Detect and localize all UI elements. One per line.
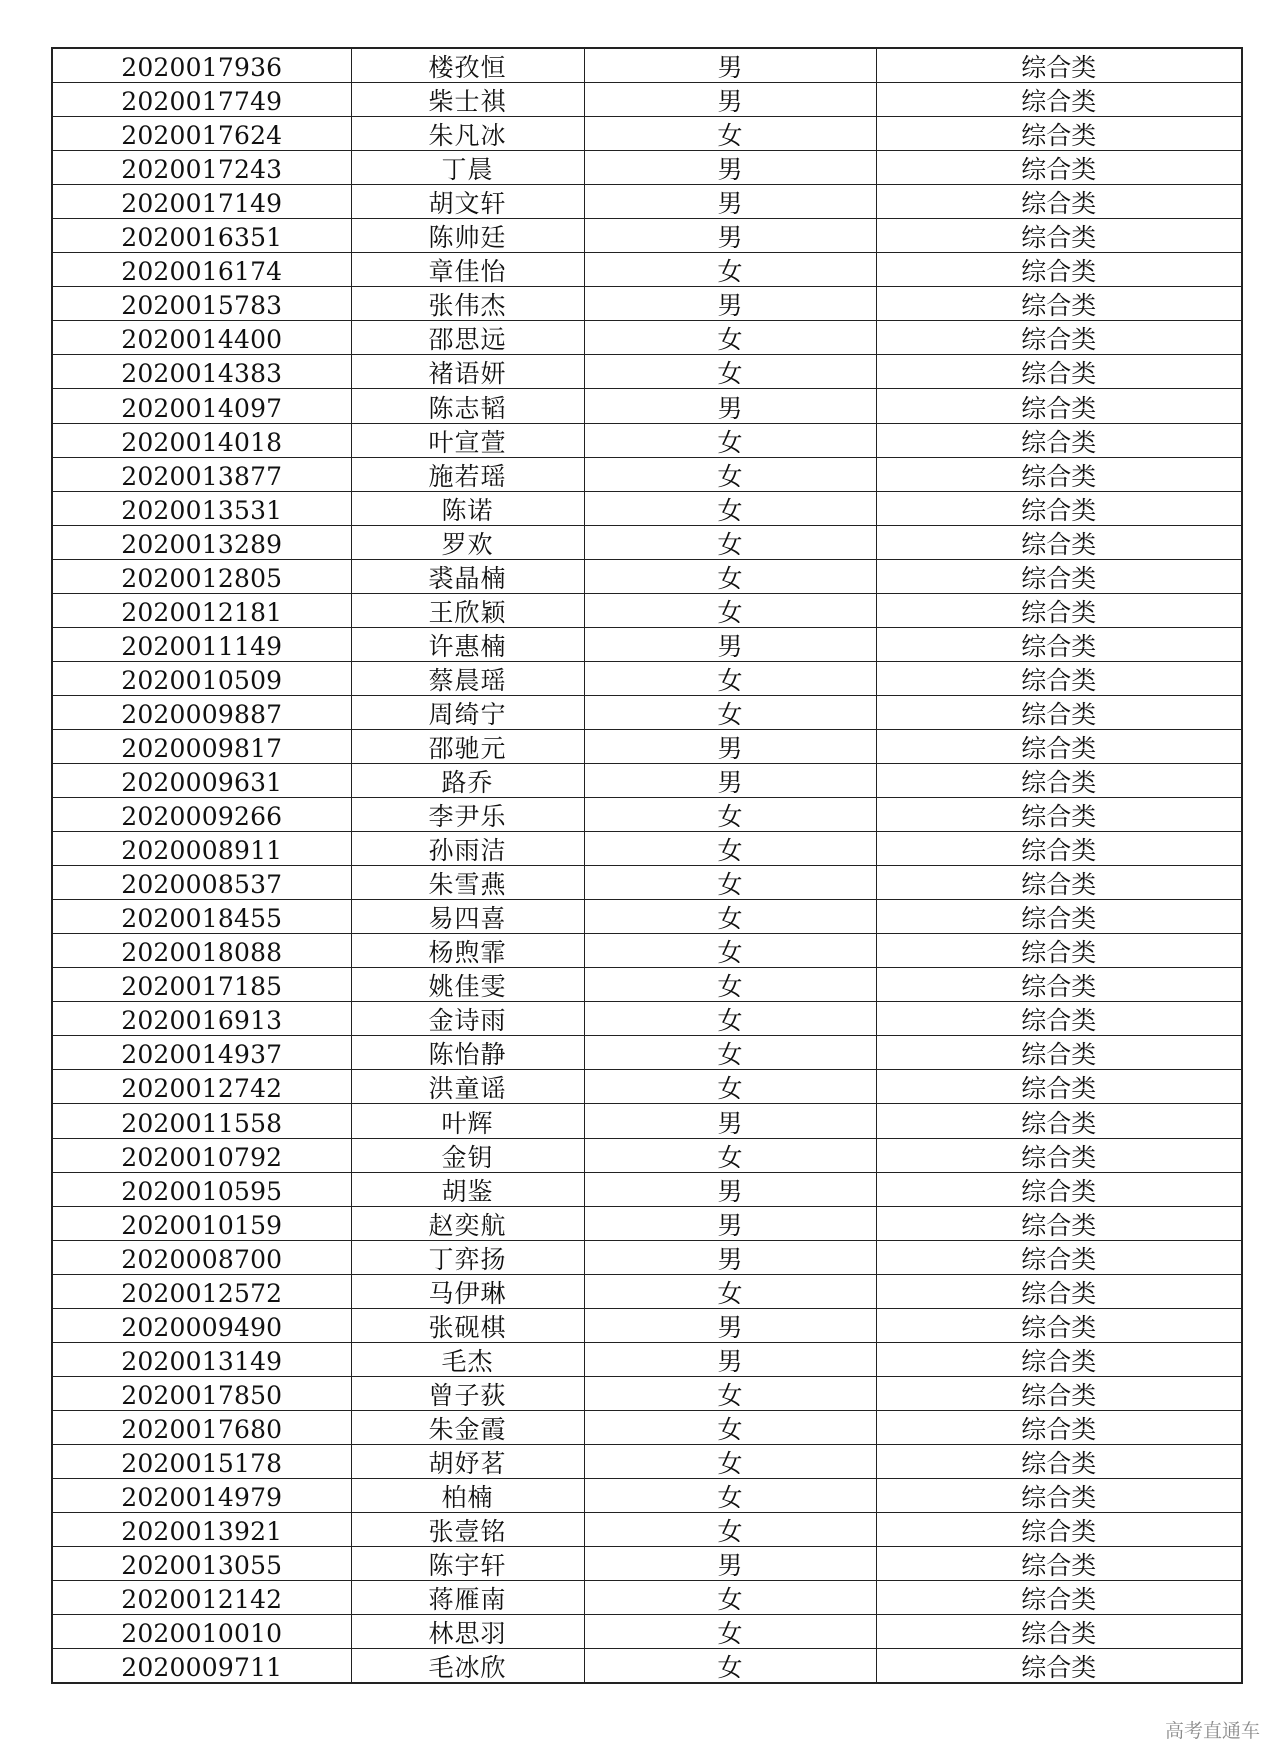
table-row	[52, 1547, 1242, 1581]
category-cell: 综合类	[876, 900, 1242, 934]
student-name-cell: 马伊琳	[351, 1274, 584, 1308]
student-name-cell: 裘晶楠	[351, 559, 584, 593]
table-row	[52, 1240, 1242, 1274]
table-row	[52, 1036, 1242, 1070]
student-name-cell: 洪童谣	[351, 1070, 584, 1104]
category-cell: 综合类	[876, 48, 1242, 83]
student-name-cell: 褚语妍	[351, 355, 584, 389]
table-row	[52, 525, 1242, 559]
category-cell: 综合类	[876, 457, 1242, 491]
student-id-cell: 2020008537	[52, 866, 351, 900]
student-id-cell: 2020013055	[52, 1547, 351, 1581]
gender-cell: 男	[584, 48, 876, 83]
student-name-cell: 张壹铭	[351, 1513, 584, 1547]
student-name-cell: 朱金霞	[351, 1410, 584, 1444]
category-cell: 综合类	[876, 1547, 1242, 1581]
category-cell: 综合类	[876, 1581, 1242, 1615]
table-row	[52, 253, 1242, 287]
student-id-cell: 2020013877	[52, 457, 351, 491]
student-id-cell: 2020013149	[52, 1342, 351, 1376]
student-id-cell: 2020010159	[52, 1206, 351, 1240]
student-id-cell: 2020013531	[52, 491, 351, 525]
gender-cell: 女	[584, 1138, 876, 1172]
table-row	[52, 1138, 1242, 1172]
gender-cell: 男	[584, 219, 876, 253]
gender-cell: 男	[584, 1342, 876, 1376]
student-id-cell: 2020017936	[52, 48, 351, 83]
student-id-cell: 2020009817	[52, 729, 351, 763]
category-cell: 综合类	[876, 1240, 1242, 1274]
category-cell: 综合类	[876, 321, 1242, 355]
table-row	[52, 1274, 1242, 1308]
category-cell: 综合类	[876, 219, 1242, 253]
category-cell: 综合类	[876, 1104, 1242, 1138]
table-row	[52, 900, 1242, 934]
gender-cell: 女	[584, 661, 876, 695]
category-cell: 综合类	[876, 1410, 1242, 1444]
gender-cell: 女	[584, 1376, 876, 1410]
gender-cell: 女	[584, 695, 876, 729]
table-row	[52, 321, 1242, 355]
student-name-cell: 陈怡静	[351, 1036, 584, 1070]
category-cell: 综合类	[876, 423, 1242, 457]
gender-cell: 男	[584, 151, 876, 185]
gender-cell: 女	[584, 798, 876, 832]
table-row	[52, 1104, 1242, 1138]
gender-cell: 女	[584, 457, 876, 491]
category-cell: 综合类	[876, 1615, 1242, 1649]
table-row	[52, 1308, 1242, 1342]
category-cell: 综合类	[876, 627, 1242, 661]
category-cell: 综合类	[876, 1138, 1242, 1172]
student-id-cell: 2020009631	[52, 763, 351, 797]
student-name-cell: 柏楠	[351, 1478, 584, 1512]
student-id-cell: 2020017243	[52, 151, 351, 185]
table-row	[52, 1581, 1242, 1615]
student-name-cell: 朱凡冰	[351, 117, 584, 151]
student-id-cell: 2020014979	[52, 1478, 351, 1512]
gender-cell: 女	[584, 968, 876, 1002]
category-cell: 综合类	[876, 1444, 1242, 1478]
category-cell: 综合类	[876, 798, 1242, 832]
category-cell: 综合类	[876, 355, 1242, 389]
student-name-cell: 章佳怡	[351, 253, 584, 287]
table-row	[52, 1070, 1242, 1104]
gender-cell: 女	[584, 1070, 876, 1104]
gender-cell: 女	[584, 866, 876, 900]
student-id-cell: 2020009711	[52, 1649, 351, 1684]
student-name-cell: 杨煦霏	[351, 934, 584, 968]
gender-cell: 男	[584, 1308, 876, 1342]
student-id-cell: 2020008911	[52, 832, 351, 866]
table-row	[52, 1206, 1242, 1240]
student-id-cell: 2020010010	[52, 1615, 351, 1649]
gender-cell: 男	[584, 1104, 876, 1138]
student-id-cell: 2020010509	[52, 661, 351, 695]
gender-cell: 女	[584, 117, 876, 151]
category-cell: 综合类	[876, 1376, 1242, 1410]
student-id-cell: 2020016913	[52, 1002, 351, 1036]
category-cell: 综合类	[876, 185, 1242, 219]
student-name-cell: 周绮宁	[351, 695, 584, 729]
student-id-cell: 2020014937	[52, 1036, 351, 1070]
table-row	[52, 1172, 1242, 1206]
student-name-cell: 朱雪燕	[351, 866, 584, 900]
gender-cell: 女	[584, 1444, 876, 1478]
gender-cell: 男	[584, 389, 876, 423]
gender-cell: 女	[584, 1002, 876, 1036]
category-cell: 综合类	[876, 1172, 1242, 1206]
student-name-cell: 楼孜恒	[351, 48, 584, 83]
table-row	[52, 151, 1242, 185]
table-row	[52, 185, 1242, 219]
gender-cell: 女	[584, 321, 876, 355]
table-row	[52, 48, 1242, 83]
student-name-cell: 曾子荻	[351, 1376, 584, 1410]
table-row	[52, 763, 1242, 797]
gender-cell: 男	[584, 287, 876, 321]
student-name-cell: 毛冰欣	[351, 1649, 584, 1684]
student-id-cell: 2020013921	[52, 1513, 351, 1547]
category-cell: 综合类	[876, 83, 1242, 117]
table-row	[52, 968, 1242, 1002]
student-name-cell: 易四喜	[351, 900, 584, 934]
gender-cell: 男	[584, 729, 876, 763]
gender-cell: 女	[584, 1615, 876, 1649]
gender-cell: 女	[584, 900, 876, 934]
table-row	[52, 934, 1242, 968]
category-cell: 综合类	[876, 1070, 1242, 1104]
gender-cell: 男	[584, 1172, 876, 1206]
student-id-cell: 2020009490	[52, 1308, 351, 1342]
gender-cell: 女	[584, 1274, 876, 1308]
category-cell: 综合类	[876, 151, 1242, 185]
gender-cell: 女	[584, 559, 876, 593]
student-id-cell: 2020017185	[52, 968, 351, 1002]
gender-cell: 女	[584, 1581, 876, 1615]
category-cell: 综合类	[876, 593, 1242, 627]
student-id-cell: 2020015783	[52, 287, 351, 321]
category-cell: 综合类	[876, 1002, 1242, 1036]
category-cell: 综合类	[876, 525, 1242, 559]
student-name-cell: 陈志韬	[351, 389, 584, 423]
student-id-cell: 2020009266	[52, 798, 351, 832]
gender-cell: 男	[584, 627, 876, 661]
table-row	[52, 83, 1242, 117]
student-id-cell: 2020017149	[52, 185, 351, 219]
student-id-cell: 2020009887	[52, 695, 351, 729]
student-name-cell: 李尹乐	[351, 798, 584, 832]
student-name-cell: 胡文轩	[351, 185, 584, 219]
student-id-cell: 2020017680	[52, 1410, 351, 1444]
gender-cell: 男	[584, 1547, 876, 1581]
student-name-cell: 林思羽	[351, 1615, 584, 1649]
table-row	[52, 1513, 1242, 1547]
student-name-cell: 施若瑶	[351, 457, 584, 491]
category-cell: 综合类	[876, 934, 1242, 968]
student-id-cell: 2020018088	[52, 934, 351, 968]
table-row	[52, 355, 1242, 389]
category-cell: 综合类	[876, 1206, 1242, 1240]
student-name-cell: 赵奕航	[351, 1206, 584, 1240]
category-cell: 综合类	[876, 491, 1242, 525]
category-cell: 综合类	[876, 763, 1242, 797]
category-cell: 综合类	[876, 559, 1242, 593]
student-name-cell: 王欣颖	[351, 593, 584, 627]
student-name-cell: 胡鉴	[351, 1172, 584, 1206]
gender-cell: 男	[584, 1240, 876, 1274]
student-id-cell: 2020010792	[52, 1138, 351, 1172]
table-row	[52, 219, 1242, 253]
category-cell: 综合类	[876, 661, 1242, 695]
table-row	[52, 1478, 1242, 1512]
student-name-cell: 丁弈扬	[351, 1240, 584, 1274]
category-cell: 综合类	[876, 866, 1242, 900]
student-name-cell: 陈宇轩	[351, 1547, 584, 1581]
student-id-cell: 2020012805	[52, 559, 351, 593]
category-cell: 综合类	[876, 253, 1242, 287]
student-name-cell: 丁晨	[351, 151, 584, 185]
category-cell: 综合类	[876, 695, 1242, 729]
student-name-cell: 张砚棋	[351, 1308, 584, 1342]
category-cell: 综合类	[876, 389, 1242, 423]
table-row	[52, 729, 1242, 763]
gender-cell: 男	[584, 185, 876, 219]
student-id-cell: 2020018455	[52, 900, 351, 934]
gender-cell: 女	[584, 1478, 876, 1512]
student-id-cell: 2020017749	[52, 83, 351, 117]
table-row	[52, 627, 1242, 661]
gender-cell: 女	[584, 1036, 876, 1070]
table-row	[52, 559, 1242, 593]
gender-cell: 女	[584, 593, 876, 627]
gender-cell: 女	[584, 423, 876, 457]
category-cell: 综合类	[876, 968, 1242, 1002]
gender-cell: 女	[584, 355, 876, 389]
student-id-cell: 2020012181	[52, 593, 351, 627]
table-row	[52, 1002, 1242, 1036]
gender-cell: 女	[584, 832, 876, 866]
category-cell: 综合类	[876, 1649, 1242, 1684]
student-name-cell: 蔡晨瑶	[351, 661, 584, 695]
table-row	[52, 1410, 1242, 1444]
gender-cell: 男	[584, 763, 876, 797]
table-row	[52, 593, 1242, 627]
student-name-cell: 叶辉	[351, 1104, 584, 1138]
category-cell: 综合类	[876, 287, 1242, 321]
gender-cell: 女	[584, 1649, 876, 1684]
student-name-cell: 罗欢	[351, 525, 584, 559]
student-id-cell: 2020016351	[52, 219, 351, 253]
table-row	[52, 1615, 1242, 1649]
student-id-cell: 2020014018	[52, 423, 351, 457]
table-row	[52, 1649, 1242, 1684]
table-row	[52, 117, 1242, 151]
category-cell: 综合类	[876, 1342, 1242, 1376]
student-name-cell: 柴士祺	[351, 83, 584, 117]
student-roster-table	[51, 47, 1243, 1684]
table-row	[52, 866, 1242, 900]
student-name-cell: 邵思远	[351, 321, 584, 355]
student-id-cell: 2020014400	[52, 321, 351, 355]
student-name-cell: 陈帅廷	[351, 219, 584, 253]
table-row	[52, 287, 1242, 321]
table-row	[52, 1376, 1242, 1410]
watermark-text: 高考直通车	[1164, 1720, 1260, 1742]
student-name-cell: 陈诺	[351, 491, 584, 525]
student-name-cell: 邵驰元	[351, 729, 584, 763]
student-id-cell: 2020017624	[52, 117, 351, 151]
table-row	[52, 1444, 1242, 1478]
student-name-cell: 叶宣萱	[351, 423, 584, 457]
table-row	[52, 457, 1242, 491]
student-name-cell: 孙雨洁	[351, 832, 584, 866]
gender-cell: 女	[584, 253, 876, 287]
gender-cell: 女	[584, 1410, 876, 1444]
student-id-cell: 2020008700	[52, 1240, 351, 1274]
student-name-cell: 金诗雨	[351, 1002, 584, 1036]
gender-cell: 女	[584, 1513, 876, 1547]
category-cell: 综合类	[876, 1513, 1242, 1547]
category-cell: 综合类	[876, 1274, 1242, 1308]
student-name-cell: 许惠楠	[351, 627, 584, 661]
student-id-cell: 2020011558	[52, 1104, 351, 1138]
table-row	[52, 661, 1242, 695]
category-cell: 综合类	[876, 729, 1242, 763]
table-row	[52, 1342, 1242, 1376]
table-row	[52, 423, 1242, 457]
student-name-cell: 胡妤茗	[351, 1444, 584, 1478]
table-row	[52, 389, 1242, 423]
category-cell: 综合类	[876, 117, 1242, 151]
student-name-cell: 路乔	[351, 763, 584, 797]
student-name-cell: 蒋雁南	[351, 1581, 584, 1615]
student-id-cell: 2020010595	[52, 1172, 351, 1206]
table-row	[52, 491, 1242, 525]
student-id-cell: 2020011149	[52, 627, 351, 661]
gender-cell: 男	[584, 1206, 876, 1240]
student-id-cell: 2020012742	[52, 1070, 351, 1104]
table-row	[52, 695, 1242, 729]
category-cell: 综合类	[876, 832, 1242, 866]
student-id-cell: 2020013289	[52, 525, 351, 559]
student-id-cell: 2020015178	[52, 1444, 351, 1478]
category-cell: 综合类	[876, 1036, 1242, 1070]
student-name-cell: 姚佳雯	[351, 968, 584, 1002]
student-id-cell: 2020017850	[52, 1376, 351, 1410]
student-id-cell: 2020012572	[52, 1274, 351, 1308]
gender-cell: 女	[584, 525, 876, 559]
student-name-cell: 张伟杰	[351, 287, 584, 321]
student-id-cell: 2020014097	[52, 389, 351, 423]
gender-cell: 女	[584, 491, 876, 525]
student-name-cell: 毛杰	[351, 1342, 584, 1376]
category-cell: 综合类	[876, 1308, 1242, 1342]
gender-cell: 女	[584, 934, 876, 968]
roster-body	[52, 48, 1242, 1683]
table-row	[52, 798, 1242, 832]
student-id-cell: 2020016174	[52, 253, 351, 287]
student-name-cell: 金钥	[351, 1138, 584, 1172]
category-cell: 综合类	[876, 1478, 1242, 1512]
gender-cell: 男	[584, 83, 876, 117]
table-row	[52, 832, 1242, 866]
student-id-cell: 2020014383	[52, 355, 351, 389]
student-id-cell: 2020012142	[52, 1581, 351, 1615]
